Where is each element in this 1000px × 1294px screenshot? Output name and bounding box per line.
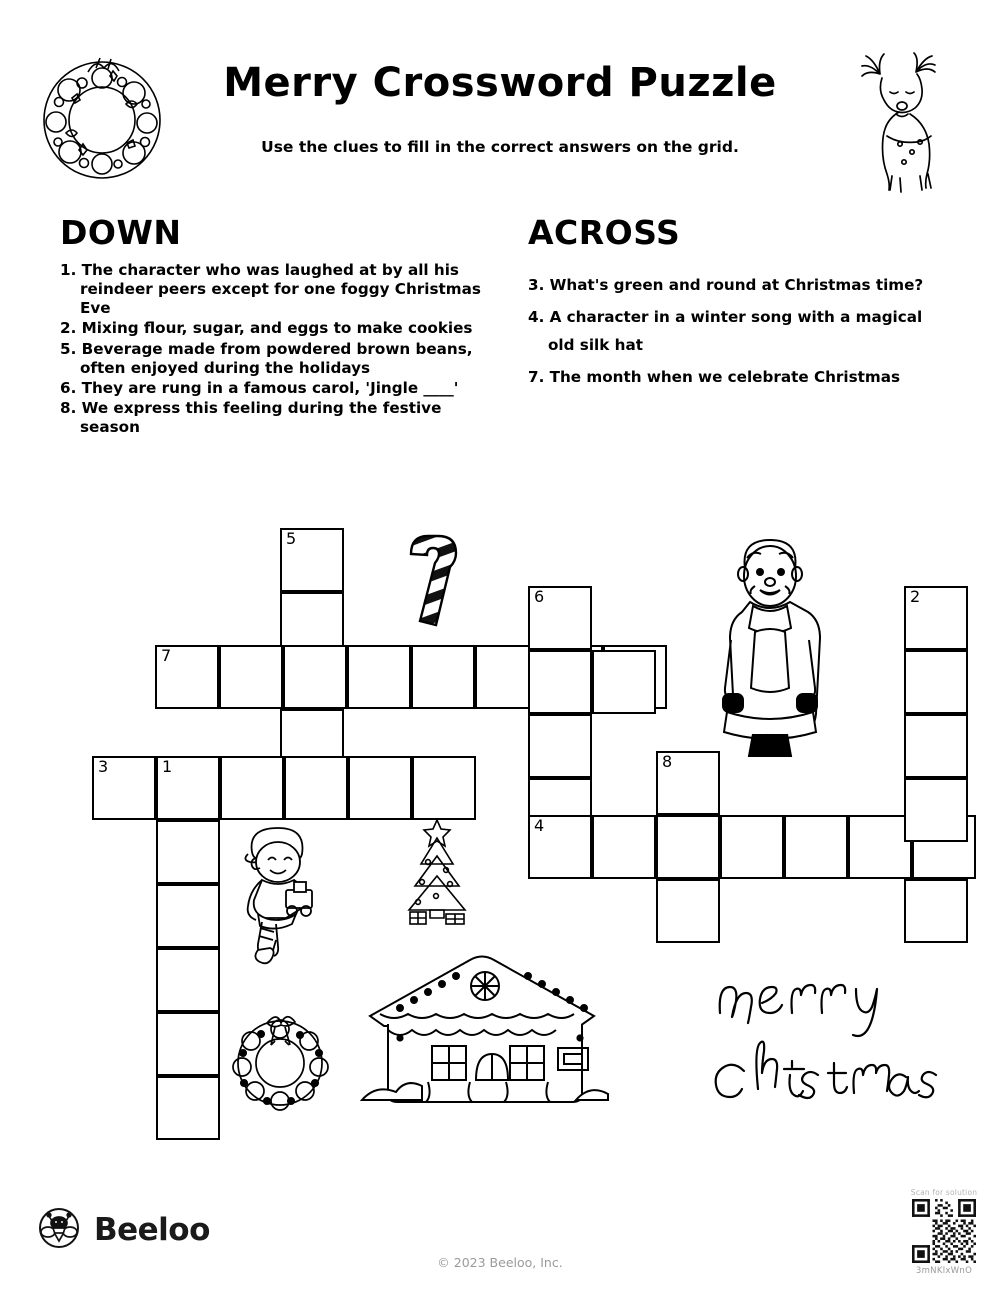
cell-number: 6 — [534, 587, 545, 606]
crossword-cell-6[interactable] — [528, 586, 592, 650]
candy-cane-icon — [398, 520, 478, 640]
crossword-cell[interactable] — [592, 650, 656, 714]
crossword-cell[interactable] — [656, 815, 720, 879]
across-clue-3: 3. What's green and round at Christmas time? — [528, 276, 924, 294]
down-clue-8: 8. We express this feeling during the festive season — [60, 398, 442, 437]
cell-number: 4 — [534, 816, 545, 835]
down-clue-2: 2. Mixing flour, sugar, and eggs to make cookies — [60, 319, 473, 338]
christmas-tree-icon — [392, 812, 482, 932]
qr-id-text: 3mNKlxWnO — [915, 1266, 973, 1276]
cell-number: 5 — [286, 529, 297, 548]
crossword-cell-4[interactable] — [528, 815, 592, 879]
qr-solution-block[interactable] — [905, 1188, 983, 1276]
crossword-cell[interactable] — [347, 645, 411, 709]
qr-caption: Scan for solution — [910, 1188, 978, 1197]
crossword-cell[interactable] — [848, 815, 912, 879]
crossword-cell[interactable] — [283, 645, 347, 709]
crossword-cell[interactable] — [592, 815, 656, 879]
crossword-cell-3[interactable] — [92, 756, 156, 820]
qr-code-icon[interactable] — [912, 1199, 976, 1263]
cell-number: 1 — [162, 757, 173, 776]
wreath-icon — [225, 1005, 335, 1115]
copyright-text: © 2023 Beeloo, Inc. — [437, 1255, 563, 1270]
crossword-cell[interactable] — [656, 879, 720, 943]
page-title: Merry Crossword Puzzle — [223, 60, 777, 106]
crossword-cell-2[interactable] — [904, 586, 968, 650]
crossword-cell[interactable] — [904, 778, 968, 842]
crossword-cell[interactable] — [528, 714, 592, 778]
page-subtitle: Use the clues to fill in the correct answers on the grid. — [261, 138, 739, 156]
crossword-cell[interactable] — [528, 650, 592, 714]
crossword-cell[interactable] — [411, 645, 475, 709]
merry-christmas-script — [700, 955, 950, 1100]
crossword-cell[interactable] — [156, 948, 220, 1012]
cell-number: 7 — [161, 646, 172, 665]
crossword-cell[interactable] — [784, 815, 848, 879]
crossword-cell[interactable] — [348, 756, 412, 820]
crossword-cell[interactable] — [156, 820, 220, 884]
crossword-cell[interactable] — [219, 645, 283, 709]
bee-icon — [38, 1207, 80, 1253]
mrs-claus-icon — [705, 528, 835, 758]
crossword-cell[interactable] — [904, 879, 968, 943]
down-clue-1: 1. The character who was laughed at by all his reindeer peers except for one foggy Christmas Eve — [60, 261, 481, 318]
crossword-cell[interactable] — [156, 1076, 220, 1140]
crossword-cell[interactable] — [156, 884, 220, 948]
across-clue-7: 7. The month when we celebrate Christmas — [528, 368, 901, 387]
brand-logo — [38, 1207, 210, 1253]
gingerbread-house-icon — [340, 930, 630, 1110]
across-clue-4: 4. A character in a winter song with a magical old silk hat — [528, 308, 923, 355]
crossword-cell-8[interactable] — [656, 751, 720, 815]
cell-number: 2 — [910, 587, 921, 606]
crossword-cell[interactable] — [904, 650, 968, 714]
across-heading: ACROSS — [528, 213, 681, 252]
crossword-cell[interactable] — [284, 756, 348, 820]
crossword-cell[interactable] — [220, 756, 284, 820]
crossword-cell-1[interactable] — [156, 756, 220, 820]
crossword-cell[interactable] — [156, 1012, 220, 1076]
down-heading: DOWN — [60, 213, 182, 252]
crossword-cell-7[interactable] — [155, 645, 219, 709]
down-clue-5: 5. Beverage made from powdered brown beans, often enjoyed during the holidays — [60, 339, 473, 377]
crossword-cell-5[interactable] — [280, 528, 344, 592]
crossword-cell[interactable] — [720, 815, 784, 879]
elf-icon — [228, 818, 338, 968]
cell-number: 8 — [662, 752, 673, 771]
brand-name: Beeloo — [94, 1212, 210, 1248]
crossword-cell[interactable] — [904, 714, 968, 778]
down-clue-6: 6. They are rung in a famous carol, 'Jingle ____' — [60, 378, 459, 397]
crossword-cell[interactable] — [412, 756, 476, 820]
cell-number: 3 — [98, 757, 109, 776]
